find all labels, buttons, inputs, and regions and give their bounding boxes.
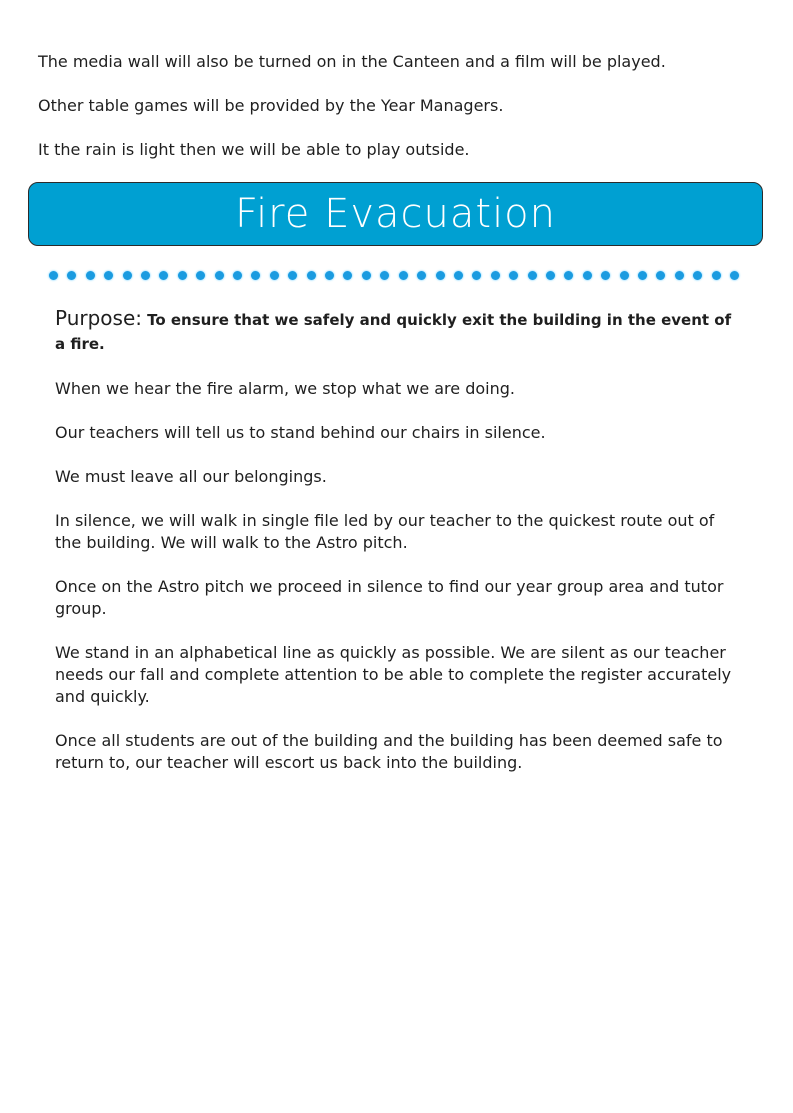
divider-dot [233, 271, 242, 280]
divider-dot [472, 271, 481, 280]
intro-section [38, 50, 758, 182]
divider-dot [491, 271, 500, 280]
purpose-statement [55, 307, 735, 356]
evacuation-step: We must leave all our belongings. [55, 467, 327, 486]
divider-dot [417, 271, 426, 280]
divider-dot [159, 271, 168, 280]
divider-dot [362, 271, 371, 280]
divider-dot [215, 271, 224, 280]
divider-dot [712, 271, 721, 280]
divider-dot [178, 271, 187, 280]
divider-dot [583, 271, 592, 280]
section-title: Fire Evacuation [234, 191, 557, 237]
divider-dot [509, 271, 518, 280]
intro-paragraph: It the rain is light then we will be able to play outside. [38, 140, 470, 159]
divider-dot [693, 271, 702, 280]
evacuation-step: Once all students are out of the building and the building has been deemed safe to return to, our teacher will escort us back into the building. [55, 731, 723, 772]
divider-dot [399, 271, 408, 280]
evacuation-step: Once on the Astro pitch we proceed in silence to find our year group area and tutor group. [55, 577, 724, 618]
divider-dot [251, 271, 260, 280]
divider-dot [638, 271, 647, 280]
divider-dot [86, 271, 95, 280]
evacuation-step: Our teachers will tell us to stand behind our chairs in silence. [55, 423, 546, 442]
divider-dot [656, 271, 665, 280]
evacuation-step: We stand in an alphabetical line as quickly as possible. We are silent as our teacher needs our fall and complete attention to be able to complete the register accurately and quickly. [55, 643, 732, 706]
evacuation-step: In silence, we will walk in single file led by our teacher to the quickest route out of the building. We will walk to the Astro pitch. [55, 511, 715, 552]
divider-dot [49, 271, 58, 280]
purpose-text: To ensure that we safely and quickly exit the building in the event of a fire. [55, 311, 732, 353]
divider-dot [67, 271, 76, 280]
intro-paragraph: The media wall will also be turned on in the Canteen and a film will be played. [38, 52, 666, 71]
divider-dot [325, 271, 334, 280]
divider-dot [343, 271, 352, 280]
evacuation-step: When we hear the fire alarm, we stop what we are doing. [55, 379, 515, 398]
divider-dot [730, 271, 739, 280]
divider-dot [380, 271, 389, 280]
divider-dot [288, 271, 297, 280]
divider-dot [528, 271, 537, 280]
divider-dot [141, 271, 150, 280]
divider-dot [196, 271, 205, 280]
purpose-label: Purpose: [55, 306, 143, 330]
fire-evacuation-content [55, 307, 735, 796]
divider-dot [436, 271, 445, 280]
intro-paragraph: Other table games will be provided by the Year Managers. [38, 96, 504, 115]
section-banner [28, 182, 763, 246]
divider-dot [454, 271, 463, 280]
divider-dot [620, 271, 629, 280]
divider-dot [675, 271, 684, 280]
divider-dot [104, 271, 113, 280]
dotted-divider [49, 271, 739, 281]
divider-dot [546, 271, 555, 280]
divider-dot [307, 271, 316, 280]
divider-dot [123, 271, 132, 280]
divider-dot [601, 271, 610, 280]
divider-dot [270, 271, 279, 280]
divider-dot [564, 271, 573, 280]
